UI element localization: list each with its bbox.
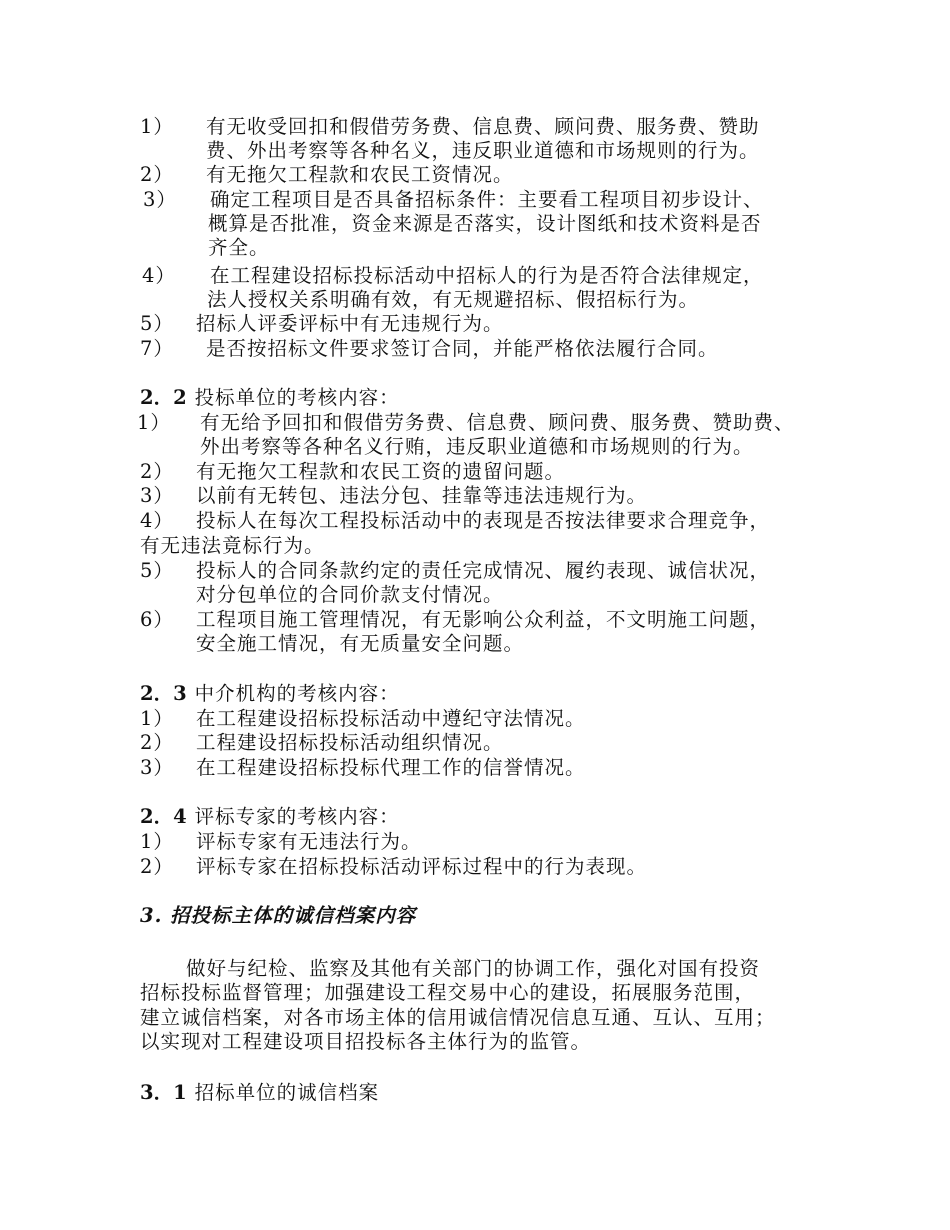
section-heading <box>140 682 400 706</box>
section-title: 招标单位的诚信档案 <box>194 1081 380 1104</box>
paragraph-line: 做好与纪检、监察及其他有关部门的协调工作，强化对国有投资 <box>186 957 761 980</box>
list-item-text: 是否按招标文件要求签订合同，并能严格依法履行合同。 <box>206 337 719 360</box>
list-item-number: 1） <box>140 830 174 853</box>
list-item-text: 法人授权关系明确有效，有无规避招标、假招标行为。 <box>207 288 700 311</box>
list-item-number: 6） <box>140 608 174 631</box>
list-item-number: 1） <box>137 411 171 434</box>
list-item-text: 以前有无转包、违法分包、挂靠等违法违规行为。 <box>196 484 648 507</box>
list-item-number: 2） <box>140 855 174 878</box>
list-item-number: 5） <box>140 559 174 582</box>
list-item-text: 有无拖欠工程款和农民工资的遗留问题。 <box>196 460 566 483</box>
section-title: 投标单位的考核内容： <box>194 386 400 409</box>
list-item-text: 外出考察等各种名义行贿，违反职业道德和市场规则的行为。 <box>200 435 754 458</box>
list-item-text: 费、外出考察等各种名义，违反职业道德和市场规则的行为。 <box>206 139 760 162</box>
list-item-number: 4） <box>140 509 174 532</box>
list-item-number: 5） <box>140 312 174 335</box>
list-item-number: 1） <box>140 707 174 730</box>
list-item-text: 在工程建设招标投标代理工作的信誉情况。 <box>196 756 586 779</box>
section-number: 2．2 <box>140 386 187 409</box>
list-item-text: 工程建设招标投标活动组织情况。 <box>196 731 504 754</box>
list-item-number: 1） <box>140 115 174 138</box>
list-item-text: 招标人评委评标中有无违规行为。 <box>196 312 504 335</box>
list-item-number: 3） <box>143 188 177 211</box>
list-item-text: 投标人在每次工程投标活动中的表现是否按法律要求合理竞争， <box>196 509 771 532</box>
list-item-text: 有无违法竟标行为。 <box>140 534 325 557</box>
list-item-number: 2） <box>140 163 174 186</box>
list-item-text: 工程项目施工管理情况，有无影响公众利益，不文明施工问题， <box>196 608 771 631</box>
list-item-text: 对分包单位的合同价款支付情况。 <box>196 583 504 606</box>
section-number: 3．1 <box>140 1081 187 1104</box>
list-item-text: 评标专家在招标投标活动评标过程中的行为表现。 <box>196 855 648 878</box>
section-number: 2．4 <box>140 805 187 828</box>
list-item-text: 有无给予回扣和假借劳务费、信息费、顾问费、服务费、赞助费、 <box>200 411 795 434</box>
list-item-text: 齐全。 <box>208 236 270 259</box>
paragraph-line: 建立诚信档案，对各市场主体的信用诚信情况信息互通、互认、互用； <box>140 1006 776 1029</box>
section-heading <box>140 1081 379 1105</box>
paragraph-line: 以实现对工程建设项目招投标各主体行为的监管。 <box>140 1030 592 1053</box>
paragraph-line: 招标投标监督管理；加强建设工程交易中心的建设，拓展服务范围， <box>140 981 756 1004</box>
list-item-number: 4） <box>142 264 176 287</box>
section-title: 中介机构的考核内容： <box>194 682 400 705</box>
list-item-text: 有无收受回扣和假借劳务费、信息费、顾问费、服务费、赞助 <box>206 115 760 138</box>
list-item-number: 3） <box>140 756 174 779</box>
list-item-number: 2） <box>140 731 174 754</box>
section-3-heading: 3. 招投标主体的诚信档案内容 <box>140 904 417 927</box>
section-heading <box>140 386 400 410</box>
list-item-text: 在工程建设招标投标活动中遵纪守法情况。 <box>196 707 586 730</box>
list-item-number: 2） <box>140 460 174 483</box>
list-item-text: 确定工程项目是否具备招标条件：主要看工程项目初步设计、 <box>210 188 764 211</box>
list-item-text: 概算是否批准，资金来源是否落实，设计图纸和技术资料是否 <box>208 212 762 235</box>
section-heading <box>140 805 400 829</box>
section-title: 评标专家的考核内容： <box>194 805 400 828</box>
list-item-text: 在工程建设招标投标活动中招标人的行为是否符合法律规定， <box>210 264 764 287</box>
list-item-number: 3） <box>140 484 174 507</box>
list-item-number: 7） <box>140 337 174 360</box>
section-number: 2．3 <box>140 682 187 705</box>
list-item-text: 评标专家有无违法行为。 <box>196 830 422 853</box>
list-item-text: 投标人的合同条款约定的责任完成情况、履约表现、诚信状况， <box>196 559 771 582</box>
list-item-text: 有无拖欠工程款和农民工资情况。 <box>206 163 514 186</box>
list-item-text: 安全施工情况，有无质量安全问题。 <box>196 632 525 655</box>
